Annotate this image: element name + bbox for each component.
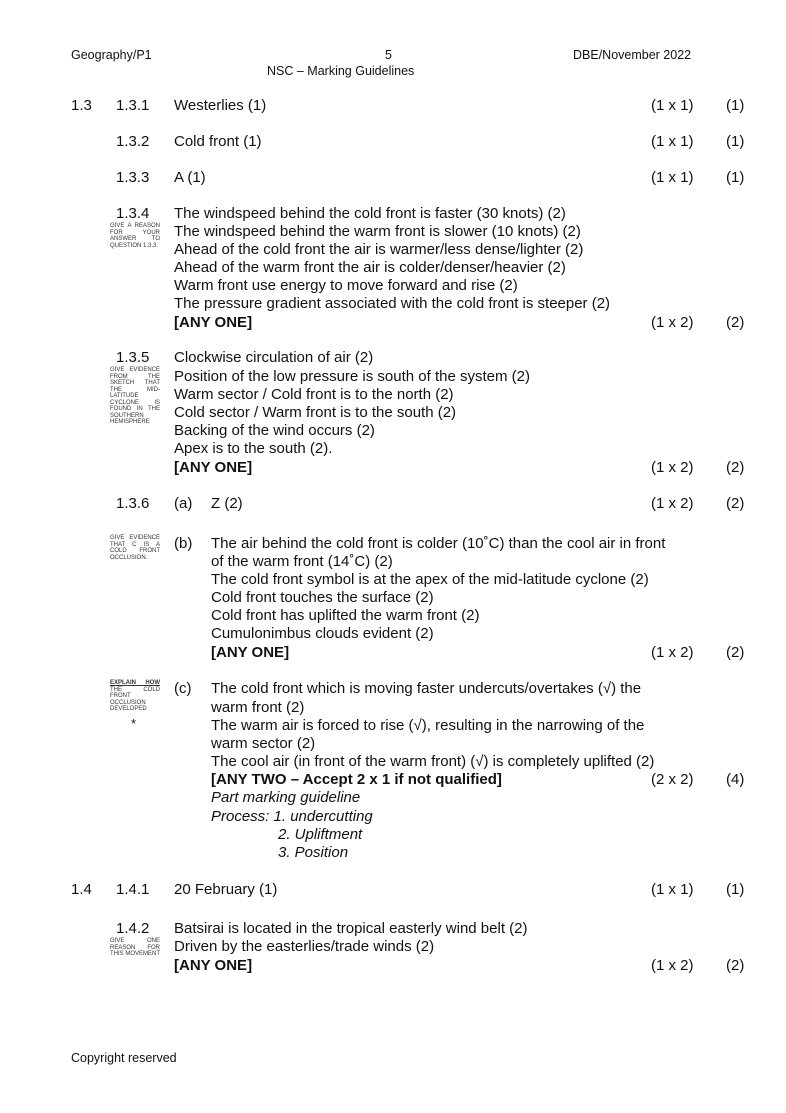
answer-line: Backing of the wind occurs (2) (174, 422, 375, 439)
answer-text: A (1) (174, 169, 206, 186)
sub-question-label: (a) (174, 495, 193, 512)
answer-line: The pressure gradient associated with the cold front is steeper (2) (174, 295, 611, 312)
mark-allocation: (2 x 2) (651, 771, 694, 788)
answer-line: Warm front use energy to move forward and rise (2) (174, 277, 518, 294)
sub-question-label: (b) (174, 535, 193, 552)
answer-line: Driven by the easterlies/trade winds (2) (174, 938, 435, 955)
question-number: 1.3 (71, 97, 92, 114)
marking-instruction: [ANY ONE] (174, 957, 253, 974)
mark-total: (1) (726, 133, 745, 150)
marking-instruction: [ANY ONE] (174, 459, 253, 476)
star-marker: * (131, 716, 137, 731)
question-note: GIVE ONE REASON FOR THIS MOVEMENT (110, 938, 161, 957)
answer-line: The windspeed behind the warm front is slower (10 knots) (2) (174, 223, 581, 240)
header-subtitle: NSC – Marking Guidelines (267, 64, 415, 78)
question-number: 1.3.1 (116, 97, 150, 114)
guideline-title: Part marking guideline (211, 789, 361, 806)
answer-line: of the warm front (14˚C) (2) (211, 553, 393, 570)
answer-line: The cold front symbol is at the apex of the mid-latitude cyclone (2) (211, 571, 649, 588)
mark-allocation: (1 x 1) (651, 881, 694, 898)
mark-total: (1) (726, 97, 745, 114)
header-subject: Geography/P1 (71, 48, 152, 62)
question-number: 1.3.2 (116, 133, 150, 150)
mark-total: (2) (726, 459, 745, 476)
answer-line: Batsirai is located in the tropical easterly wind belt (2) (174, 920, 528, 937)
mark-allocation: (1 x 1) (651, 97, 694, 114)
question-note: GIVE EVIDENCE FROM THE SKETCH THAT THE MID-LATITUDE CYCLONE IS FOUND IN THE SOUTHERN HEMISPHERE (110, 367, 160, 425)
answer-line: The warm air is forced to rise (√), resulting in the narrowing of the (211, 717, 645, 734)
question-note (110, 680, 160, 713)
footer-copyright: Copyright reserved (71, 1051, 177, 1065)
guideline-step: 2. Upliftment (278, 826, 363, 843)
mark-total: (1) (726, 169, 745, 186)
answer-line: The windspeed behind the cold front is faster (30 knots) (2) (174, 205, 566, 222)
answer-line: Ahead of the warm front the air is colder/denser/heavier (2) (174, 259, 566, 276)
question-number: 1.3.6 (116, 495, 150, 512)
answer-line: The air behind the cold front is colder (10˚C) than the cool air in front (211, 535, 666, 552)
question-number: 1.3.4 (116, 205, 150, 222)
sub-question-label: (c) (174, 680, 192, 697)
answer-line: Cold front has uplifted the warm front (2) (211, 607, 480, 624)
mark-allocation: (1 x 1) (651, 133, 694, 150)
answer-text: Westerlies (1) (174, 97, 267, 114)
answer-line: Cold sector / Warm front is to the south (2) (174, 404, 457, 421)
question-number: 1.4.2 (116, 920, 150, 937)
mark-allocation: (1 x 2) (651, 314, 694, 331)
answer-line: Ahead of the cold front the air is warmer/less dense/lighter (2) (174, 241, 584, 258)
mark-allocation: (1 x 2) (651, 495, 694, 512)
mark-total: (1) (726, 881, 745, 898)
mark-total: (2) (726, 644, 745, 661)
page-number: 5 (385, 48, 392, 62)
mark-total: (2) (726, 495, 745, 512)
answer-line: warm front (2) (211, 699, 305, 716)
mark-allocation: (1 x 1) (651, 169, 694, 186)
answer-line: Cumulonimbus clouds evident (2) (211, 625, 434, 642)
mark-allocation: (1 x 2) (651, 459, 694, 476)
question-number: 1.3.5 (116, 349, 150, 366)
mark-total: (2) (726, 957, 745, 974)
mark-total: (4) (726, 771, 745, 788)
answer-line: Position of the low pressure is south of the system (2) (174, 368, 530, 385)
question-number: 1.3.3 (116, 169, 150, 186)
answer-line: The cool air (in front of the warm front) (√) is completely uplifted (2) (211, 753, 655, 770)
question-note-head: EXPLAIN HOW (110, 680, 160, 686)
guideline-process: Process: 1. undercutting (211, 808, 373, 825)
answer-line: warm sector (2) (211, 735, 316, 752)
answer-line: Apex is to the south (2). (174, 440, 333, 457)
question-note: GIVE A REASON FOR YOUR ANSWER TO QUESTION 1.3.3. (110, 223, 160, 249)
guideline-step: 3. Position (278, 844, 349, 861)
answer-line: Clockwise circulation of air (2) (174, 349, 374, 366)
answer-text: 20 February (1) (174, 881, 278, 898)
question-number: 1.4 (71, 881, 92, 898)
mark-total: (2) (726, 314, 745, 331)
marking-instruction: [ANY ONE] (211, 644, 290, 661)
answer-line: Cold front touches the surface (2) (211, 589, 434, 606)
answer-text: Cold front (1) (174, 133, 262, 150)
mark-allocation: (1 x 2) (651, 644, 694, 661)
question-number: 1.4.1 (116, 881, 150, 898)
answer-line: Warm sector / Cold front is to the north (2) (174, 386, 454, 403)
header-exam: DBE/November 2022 (573, 48, 692, 62)
marking-instruction: [ANY ONE] (174, 314, 253, 331)
question-note-body: THE COLD FRONT OCCLUSION DEVELOPED (110, 686, 160, 712)
answer-text: Z (2) (211, 495, 243, 512)
mark-allocation: (1 x 2) (651, 957, 694, 974)
question-note: GIVE EVIDENCE THAT C IS A COLD FRONT OCCLUSION. (110, 535, 160, 561)
marking-instruction: [ANY TWO – Accept 2 x 1 if not qualified] (211, 771, 502, 788)
answer-line: The cold front which is moving faster undercuts/overtakes (√) the (211, 680, 642, 697)
